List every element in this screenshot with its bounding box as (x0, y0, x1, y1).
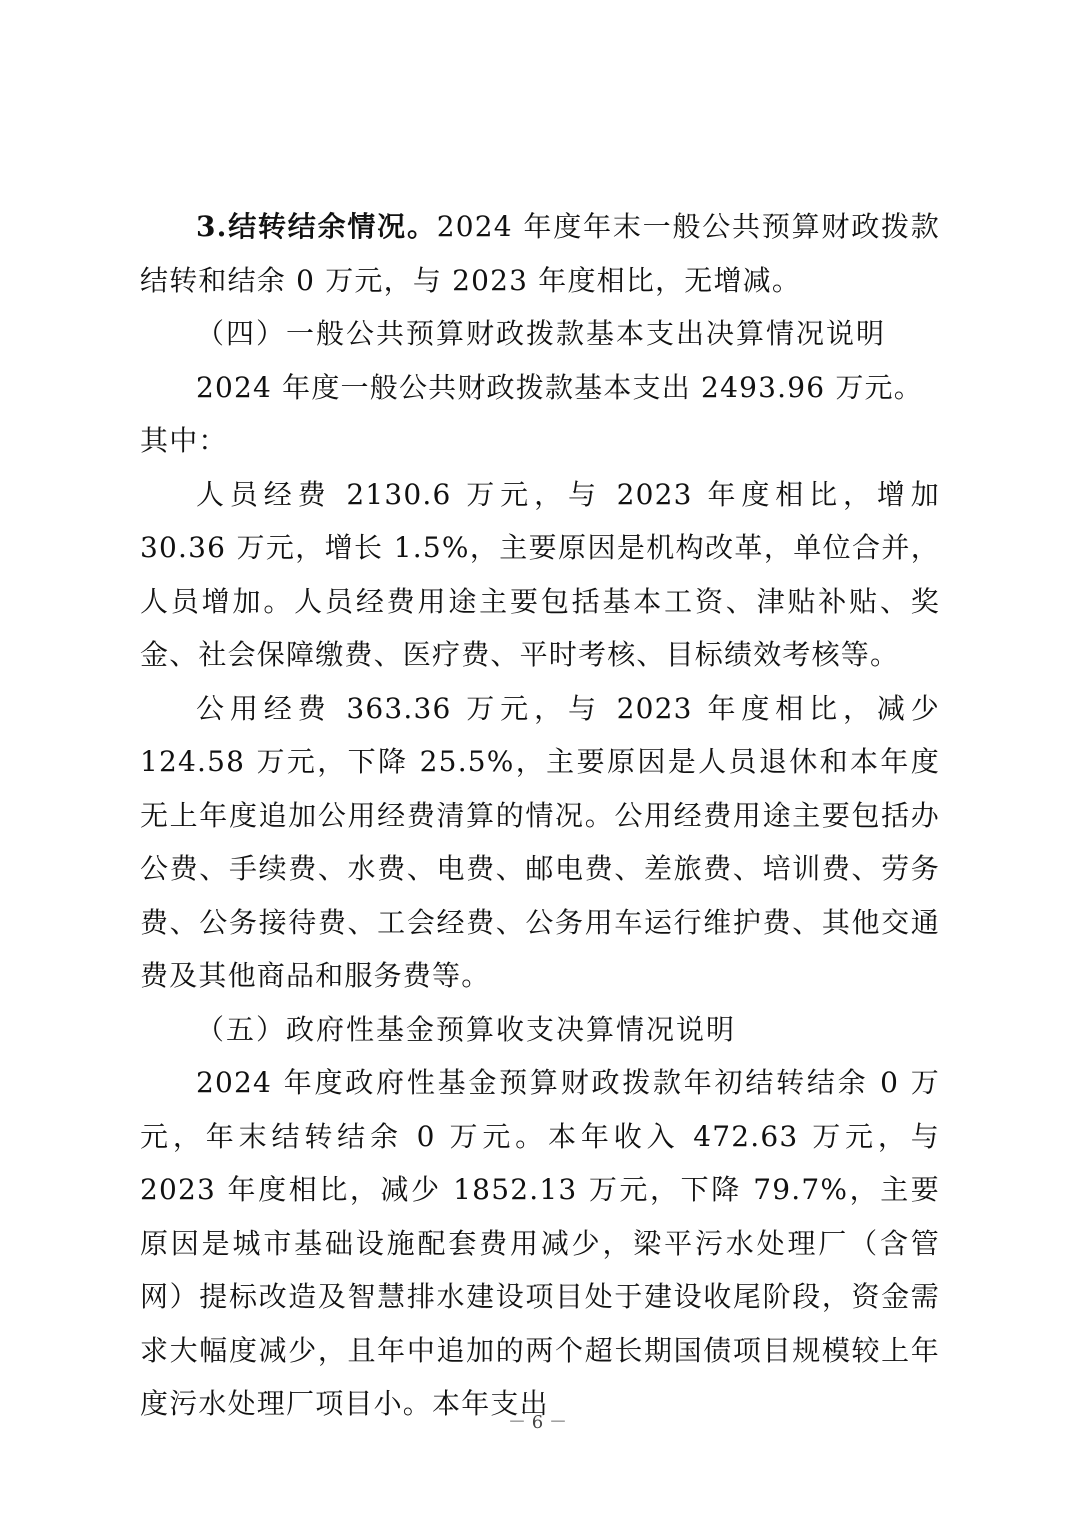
paragraph-government-fund: 2024 年度政府性基金预算财政拨款年初结转结余 0 万元，年末结转结余 0 万元。本年收入 472.63 万元，与 2023 年度相比，减少 1852.13 万元，下降 79.7%，主要原因是城市基础设施配套费用减少，梁平污水处理厂（含管网）提标改造及智慧排水建设项目处于建设收尾阶段，资金需求大幅度减少，且年中追加的两个超长期国债项目规模较上年度污水处理厂项目小。本年支出 (140, 1066, 940, 1420)
paragraph-text: 2024 年度年末一般公共预算财政拨款结转和结余 0 万元，与 2023 年度相比，无增减。 (140, 210, 940, 297)
paragraph-basic-expenditure-total: 2024 年度一般公共财政拨款基本支出 2493.96 万元。 (196, 370, 923, 404)
body-text (140, 200, 940, 1431)
section-lead-carryover: 3.结转结余情况。 (196, 210, 437, 243)
paragraph-personnel-expenses: 人员经费 2130.6 万元，与 2023 年度相比，增加 30.36 万元，增长 1.5%，主要原因是机构改革，单位合并，人员增加。人员经费用途主要包括基本工资、津贴补贴、奖金、社会保障缴费、医疗费、平时考核、目标绩效考核等。 (140, 477, 940, 671)
section-heading-government-fund: （五）政府性基金预算收支决算情况说明 (196, 1012, 737, 1046)
section-heading-basic-expenditure: （四）一般公共预算财政拨款基本支出决算情况说明 (196, 317, 887, 350)
paragraph-public-expenses: 公用经费 363.36 万元，与 2023 年度相比，减少 124.58 万元，下降 25.5%，主要原因是人员退休和本年度无上年度追加公用经费清算的情况。公用经费用途主要包括办公费、手续费、水费、电费、邮电费、差旅费、培训费、劳务费、公务接待费、工会经费、公务用车运行维护费、其他交通费及其他商品和服务费等。 (140, 691, 940, 992)
page-number: － 6 － (508, 1412, 567, 1433)
paragraph-carryover-balance (140, 200, 940, 307)
paragraph-among-which: 其中： (140, 424, 228, 457)
